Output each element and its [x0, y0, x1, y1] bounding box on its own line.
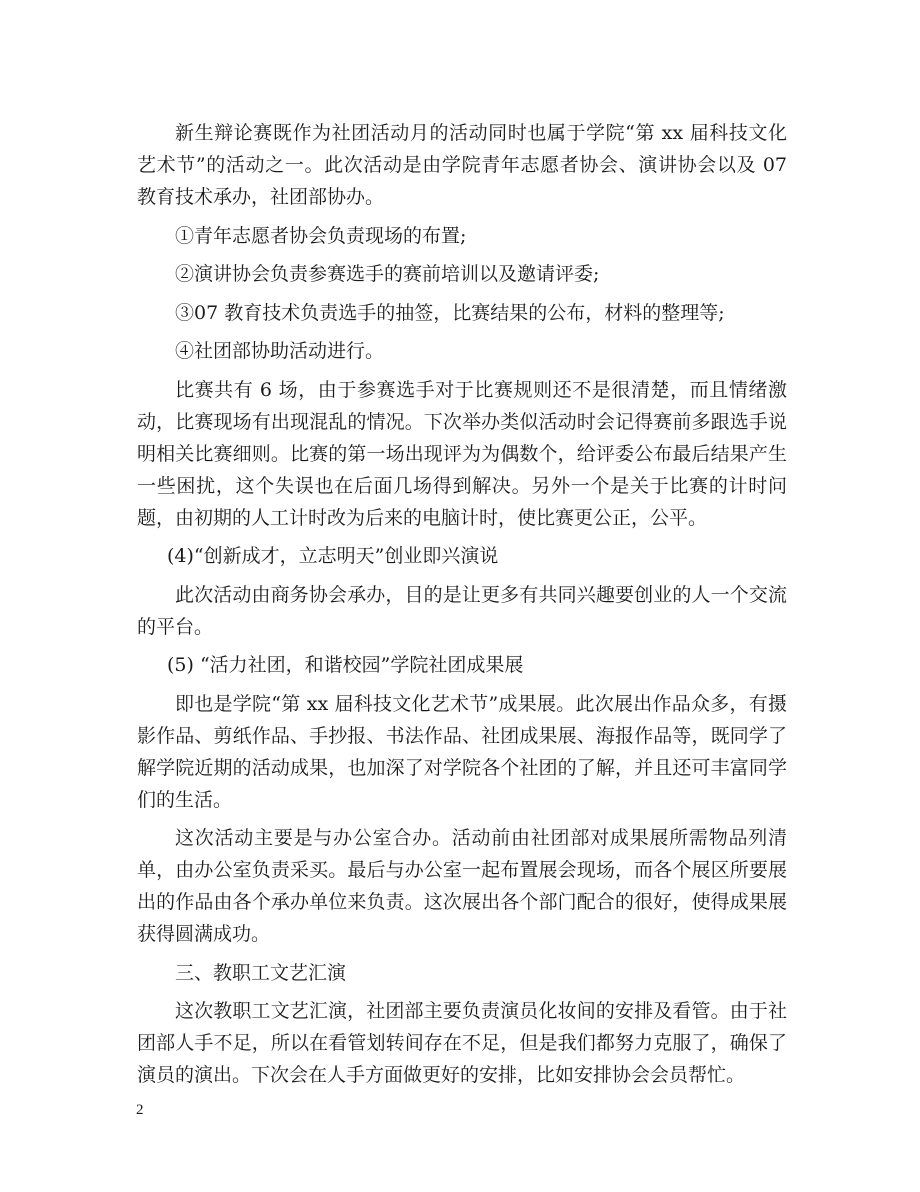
- paragraph-entrepreneurship-speech: 此次活动由商务协会承办，目的是让更多有共同兴趣要创业的人一个交流的平台。: [137, 583, 787, 638]
- paragraph-exhibition-cooperation: 这次活动主要是与办公室合办。活动前由社团部对成果展所需物品列清单，由办公室负责采买。最后与办公室一起布置展会现场，而各个展区所要展出的作品由各个承办单位来负责。这次展出各个部门配合的很好，使得成果展获得圆满成功。: [137, 827, 787, 945]
- section-heading-club-exhibition: (5) “活力社团，和谐校园”学院社团成果展: [167, 654, 524, 676]
- paragraph-club-exhibition: 即也是学院“第 xx 届科技文化艺术节”成果展。此次展出作品众多，有摄影作品、剪纸作品、手抄报、书法作品、社团成果展、海报作品等，既同学了解学院近期的活动成果，也加深了对学院各个社团的了解，并且还可丰富同学们的生活。: [137, 692, 787, 811]
- section-heading-entrepreneurship-speech: (4)“创新成才，立志明天”创业即兴演说: [167, 545, 499, 567]
- page-number: 2: [136, 1102, 144, 1118]
- paragraph-debate-intro: 新生辩论赛既作为社团活动月的活动同时也属于学院“第 xx 届科技文化艺术节”的活动之一。此次活动是由学院青年志愿者协会、演讲协会以及 07 教育技术承办，社团部协办。: [137, 122, 787, 208]
- list-item-speech-association: ②演讲协会负责参赛选手的赛前培训以及邀请评委;: [175, 263, 600, 285]
- section-heading-staff-performance: 三、教职工文艺汇演: [175, 961, 347, 984]
- list-item-volunteer-association: ①青年志愿者协会负责现场的布置;: [175, 224, 467, 247]
- page-body: [137, 117, 787, 1091]
- list-item-education-technology: ③07 教育技术负责选手的抽签，比赛结果的公布，材料的整理等;: [175, 301, 725, 324]
- list-item-club-department: ④社团部协助活动进行。: [175, 340, 385, 362]
- paragraph-staff-performance: 这次教职工文艺汇演，社团部主要负责演员化妆间的安排及看管。由于社团部人手不足，所以在看管划转间存在不足，但是我们都努力克服了，确保了演员的演出。下次会在人手方面做更好的安排，比如安排协会会员帮忙。: [137, 1000, 787, 1086]
- paragraph-match-summary: 比赛共有 6 场，由于参赛选手对于比赛规则还不是很清楚，而且情绪激动，比赛现场有出现混乱的情况。下次举办类似活动时会记得赛前多跟选手说明相关比赛细则。比赛的第一场出现评为为偶数个，给评委公布最后结果产生一些困扰，这个失误也在后面几场得到解决。另外一个是关于比赛的计时问题，由初期的人工计时改为后来的电脑计时，使比赛更公正，公平。: [137, 378, 787, 529]
